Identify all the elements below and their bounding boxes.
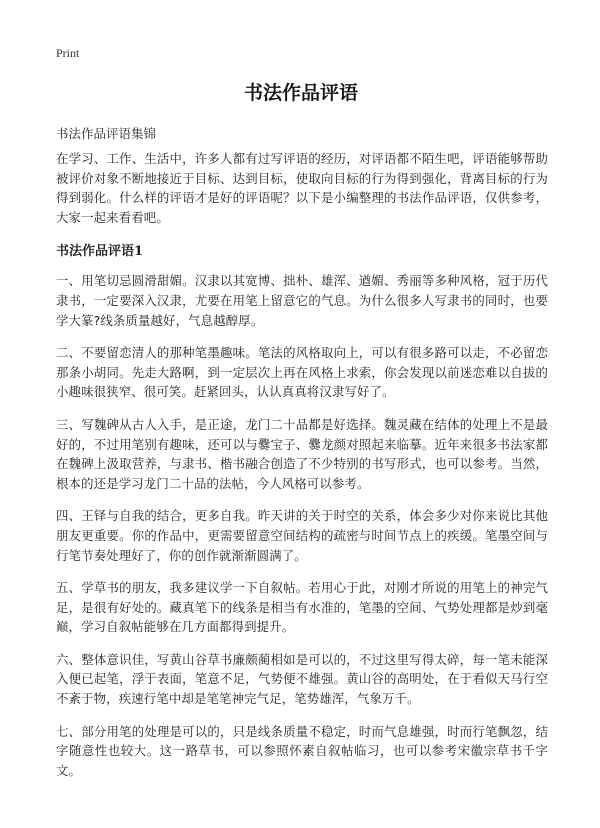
review-paragraph-6: 六、整体意识佳，写黄山谷草书廉颇蔺相如是可以的，不过这里写得太碎，每一笔未能深入便已起笔，浮于表面，笔意不足，气势便不雄强。黄山谷的高明处，在于看似天马行空不紊于物，疾速行笔中却是笔笔神完气足，笔势雄浑，气象万千。 [56,651,548,707]
intro-paragraph: 在学习、工作、生活中，许多人都有过写评语的经历，对评语都不陌生吧，评语能够帮助被评价对象不断地接近于目标、达到目标，使取向目标的行为得到强化，背离目标的行为得到弱化。什么样的评语才是好的评语呢？以下是小编整理的书法作品评语，仅供参考，大家一起来看看吧。 [56,151,548,225]
print-link[interactable]: Print [56,46,80,60]
review-paragraph-2: 二、不要留恋清人的那种笔墨趣味。笔法的风格取向上，可以有很多路可以走，不必留恋那条小胡同。先走大路啊，到一定层次上再在风格上求索，你会发现以前迷恋难以自拔的小趣味很狭窄、很可笑。赶紧回头，认认真真将汉隶写好了。 [56,345,548,400]
review-paragraph-7: 七、部分用笔的处理是可以的，只是线条质量不稳定，时而气息雄强，时而行笔飘忽，结字随意性也较大。这一路草书，可以参照怀素自叙帖临习，也可以参考宋徽宗草书千字文。 [56,723,548,778]
document-body [56,149,548,793]
document-subtitle: 书法作品评语集锦 [56,126,157,141]
section-heading: 书法作品评语1 [56,244,144,260]
document-title: 书法作品评语 [243,82,358,104]
review-paragraph-1: 一、用笔切忌圆滑甜媚。汉隶以其宽博、拙朴、雄浑、遒媚、秀丽等多种风格，冠于历代隶书，一定要深入汉隶，尤要在用笔上留意它的气息。为什么很多人写隶书的同时，也要学大篆?线条质量越好，气息越醇厚。 [56,273,548,328]
review-paragraph-3: 三、写魏碑从古人入手，是正途，龙门二十品都是好选择。魏灵藏在结体的处理上不是最好的，不过用笔别有趣味，还可以与爨宝子、爨龙颜对照起来临摹。近年来很多书法家都在魏碑上汲取营养，与隶书、楷书融合创造了不少特别的书写形式，也可以参考。当然，根本的还是学习龙门二十品的法帖，今人风格可以参考。 [56,416,548,491]
review-paragraph-5: 五、学草书的朋友，我多建议学一下自叙帖。若用心于此，对刚才所说的用笔上的神完气足，是很有好处的。藏真笔下的线条是相当有水准的，笔墨的空间、气势处理都是炒到毫巅，学习自叙帖能够在几方面都得到提升。 [56,580,548,635]
review-paragraph-4: 四、王铎与自我的结合，更多自我。昨天讲的关于时空的关系，体会多少对你来说比其他朋友更重要。你的作品中，更需要留意空间结构的疏密与时间节点上的疾缓。笔墨空间与行笔节奏处理好了，你的创作就渐渐圆满了。 [56,508,548,563]
